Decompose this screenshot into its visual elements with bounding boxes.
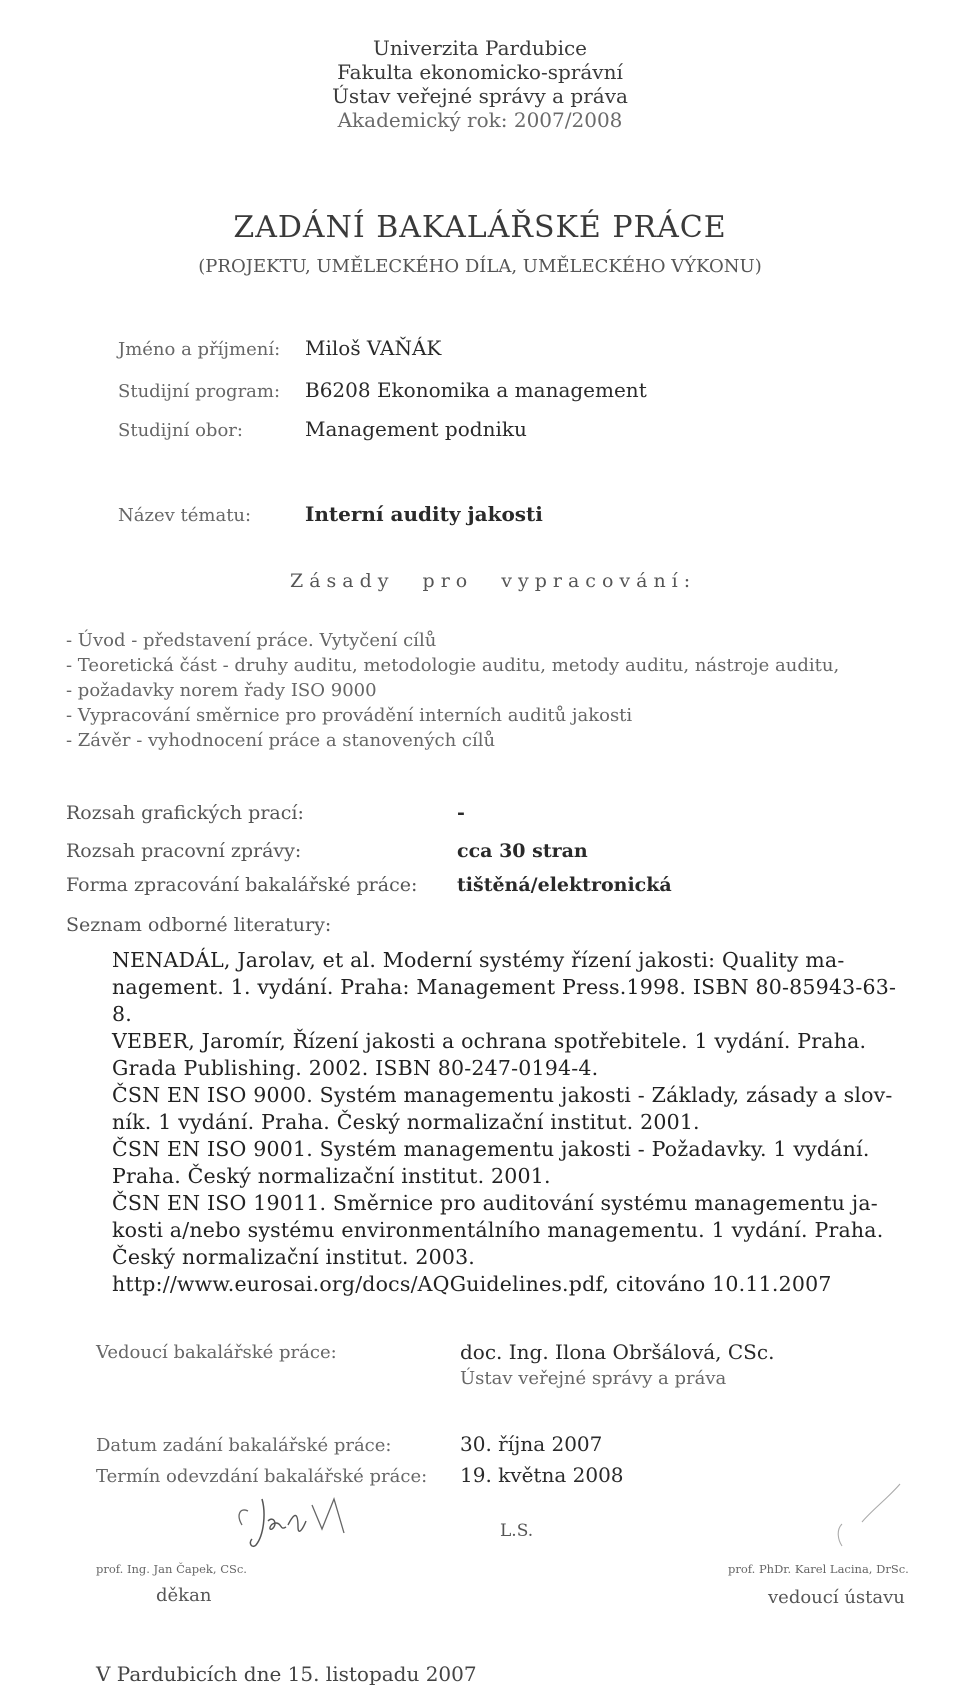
head-title: vedoucí ústavu xyxy=(768,1587,905,1608)
literature-line: Grada Publishing. 2002. ISBN 80-247-0194-4. xyxy=(112,1056,599,1080)
literature-label: Seznam odborné literatury: xyxy=(66,914,332,936)
literature-line: ČSN EN ISO 9001. Systém managementu jakosti - Požadavky. 1 vydání. xyxy=(112,1137,870,1161)
principle-item: - Úvod - představení práce. Vytyčení cílů xyxy=(66,630,437,651)
place-date: V Pardubicích dne 15. listopadu 2007 xyxy=(96,1662,477,1686)
topic-label: Název tématu: xyxy=(118,505,252,526)
principles-list xyxy=(66,628,839,753)
literature-line: Český normalizační institut. 2003. xyxy=(112,1245,476,1269)
literature-line: Praha. Český normalizační institut. 2001. xyxy=(112,1164,551,1188)
graphics-scope-label: Rozsah grafických prací: xyxy=(66,802,304,824)
principle-item: - Teoretická část - druhy auditu, metodologie auditu, metody auditu, nástroje auditu, xyxy=(66,655,840,676)
study-field: Management podniku xyxy=(305,417,527,441)
literature-line: ČSN EN ISO 9000. Systém managementu jakosti - Základy, zásady a slov- xyxy=(112,1083,893,1107)
supervisor-name: doc. Ing. Ilona Obršálová, CSc. xyxy=(460,1340,775,1364)
student-name: Miloš VAŇÁK xyxy=(305,336,442,360)
principle-item: - požadavky norem řady ISO 9000 xyxy=(66,680,377,701)
literature-list xyxy=(112,947,896,1298)
literature-line: nagement. 1. vydání. Praha: Management Press.1998. ISBN 80-85943-63- xyxy=(112,975,897,999)
program-label: Studijní program: xyxy=(118,381,281,402)
stamp-ls: L.S. xyxy=(500,1521,534,1541)
name-label: Jméno a příjmení: xyxy=(118,339,281,360)
graphics-scope-value: - xyxy=(457,802,465,824)
literature-line: ník. 1 vydání. Praha. Český normalizační institut. 2001. xyxy=(112,1110,700,1134)
head-signature xyxy=(822,1480,912,1550)
academic-year: Akademický rok: 2007/2008 xyxy=(337,108,623,132)
institute-name: Ústav veřejné správy a práva xyxy=(332,84,628,108)
principles-heading: Zásady pro vypracování: xyxy=(290,570,697,592)
page-subtitle: (PROJEKTU, UMĚLECKÉHO DÍLA, UMĚLECKÉHO VÝKONU) xyxy=(198,256,762,277)
deadline-label: Termín odevzdání bakalářské práce: xyxy=(96,1466,428,1487)
principle-item: - Vypracování směrnice pro provádění interních auditů jakosti xyxy=(66,705,633,726)
page-title: ZADÁNÍ BAKALÁŘSKÉ PRÁCE xyxy=(233,210,727,245)
dean-name: prof. Ing. Jan Čapek, CSc. xyxy=(96,1562,247,1576)
literature-line: 8. xyxy=(112,1002,132,1026)
faculty-name: Fakulta ekonomicko-správní xyxy=(337,60,623,84)
report-scope-label: Rozsah pracovní zprávy: xyxy=(66,840,302,862)
thesis-topic: Interní audity jakosti xyxy=(305,502,543,526)
assigned-date-value: 30. října 2007 xyxy=(460,1432,603,1456)
report-scope-value: cca 30 stran xyxy=(457,840,588,862)
literature-line: VEBER, Jaromír, Řízení jakosti a ochrana spotřebitele. 1 vydání. Praha. xyxy=(112,1029,867,1053)
assigned-date-label: Datum zadání bakalářské práce: xyxy=(96,1435,392,1456)
form-label: Forma zpracování bakalářské práce: xyxy=(66,874,418,896)
literature-line: http://www.eurosai.org/docs/AQGuidelines.pdf, citováno 10.11.2007 xyxy=(112,1272,832,1296)
field-label: Studijní obor: xyxy=(118,420,243,441)
literature-line: ČSN EN ISO 19011. Směrnice pro auditování systému managementu ja- xyxy=(112,1191,878,1215)
university-name: Univerzita Pardubice xyxy=(372,36,588,60)
dean-signature xyxy=(222,1485,362,1555)
deadline-value: 19. května 2008 xyxy=(460,1463,624,1487)
study-program: B6208 Ekonomika a management xyxy=(305,378,647,402)
literature-line: kosti a/nebo systému environmentálního managementu. 1 vydání. Praha. xyxy=(112,1218,884,1242)
head-name: prof. PhDr. Karel Lacina, DrSc. xyxy=(728,1562,909,1576)
form-value: tištěná/elektronická xyxy=(457,874,672,896)
principle-item: - Závěr - vyhodnocení práce a stanovených cílů xyxy=(66,730,496,751)
literature-line: NENADÁL, Jarolav, et al. Moderní systémy řízení jakosti: Quality ma- xyxy=(112,948,845,972)
dean-title: děkan xyxy=(156,1585,212,1606)
supervisor-institute: Ústav veřejné správy a práva xyxy=(460,1368,727,1389)
supervisor-label: Vedoucí bakalářské práce: xyxy=(96,1342,337,1363)
